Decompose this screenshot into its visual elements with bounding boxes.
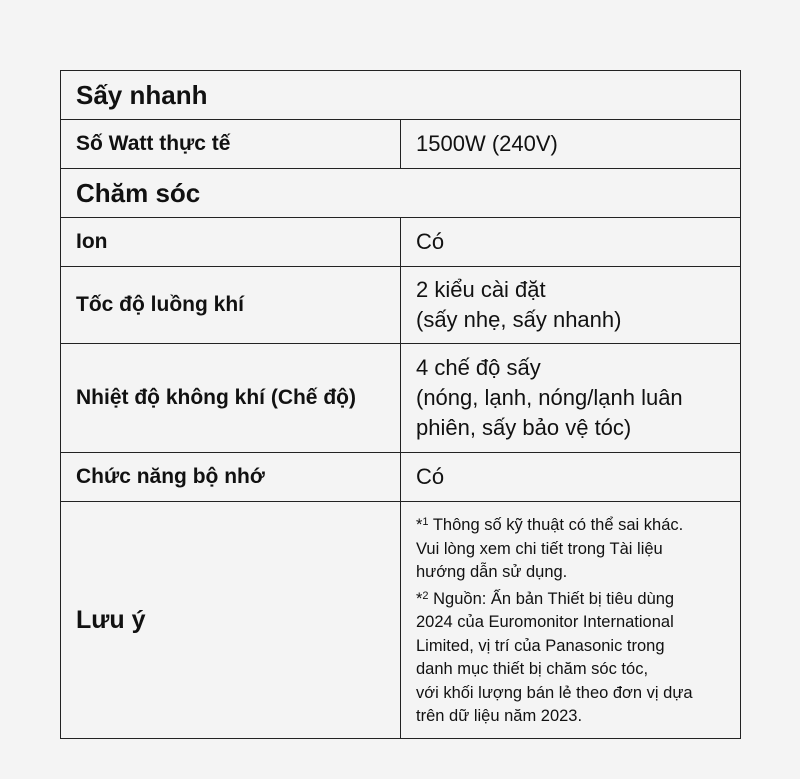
table-row-ion: [61, 218, 741, 267]
row-label-temperature: Nhiệt độ không khí (Chế độ): [61, 344, 401, 453]
airflow-line-2: (sấy nhẹ, sấy nhanh): [416, 307, 622, 332]
row-value-memory: Có: [401, 453, 741, 502]
table-row-temperature: [61, 344, 741, 453]
table-row-airflow: [61, 267, 741, 344]
row-label-notes: Lưu ý: [61, 502, 401, 739]
row-label-wattage: Số Watt thực tế: [61, 120, 401, 169]
note-1-line-2: Vui lòng xem chi tiết trong Tài liệu: [416, 539, 663, 558]
note-2-marker: *$^2$: [416, 589, 429, 608]
section-title-quick-dry: Sấy nhanh: [61, 71, 741, 120]
note-2-line-3: Limited, vị trí của Panasonic trong: [416, 636, 665, 655]
note-1-line-1: [416, 511, 740, 538]
spec-table: [60, 70, 741, 739]
note-2-line-4: danh mục thiết bị chăm sóc tóc,: [416, 660, 649, 679]
table-row-memory: [61, 453, 741, 502]
row-value-airflow: [401, 267, 741, 344]
note-2-line-6: trên dữ liệu năm 2023.: [416, 707, 583, 726]
note-1-text-1: Thông số kỹ thuật có thể sai khác.: [432, 516, 684, 535]
note-2-line-2: 2024 của Euromonitor International: [416, 613, 674, 632]
note-2-text-1: Nguồn: Ấn bản Thiết bị tiêu dùng: [433, 589, 675, 608]
note-2-line-1: [416, 585, 740, 612]
note-1-marker: *$^1$: [416, 516, 429, 535]
temperature-line-3: phiên, sấy bảo vệ tóc): [416, 415, 632, 440]
note-1-line-3: hướng dẫn sử dụng.: [416, 563, 568, 582]
section-row-care: [61, 169, 741, 218]
temperature-line-1: 4 chế độ sấy: [416, 355, 541, 380]
table-row-notes: [61, 502, 741, 739]
row-value-ion: Có: [401, 218, 741, 267]
row-value-temperature: [401, 344, 741, 453]
table-row-wattage: [61, 120, 741, 169]
airflow-line-1: 2 kiểu cài đặt: [416, 277, 546, 302]
section-row-quick-dry: [61, 71, 741, 120]
row-value-wattage: 1500W (240V): [401, 120, 741, 169]
row-label-memory: Chức năng bộ nhớ: [61, 453, 401, 502]
note-2-line-5: với khối lượng bán lẻ theo đơn vị dựa: [416, 683, 693, 702]
row-label-airflow: Tốc độ luồng khí: [61, 267, 401, 344]
section-title-care: Chăm sóc: [61, 169, 741, 218]
row-label-ion: Ion: [61, 218, 401, 267]
row-value-notes: [401, 502, 741, 739]
temperature-line-2: (nóng, lạnh, nóng/lạnh luân: [416, 385, 683, 410]
